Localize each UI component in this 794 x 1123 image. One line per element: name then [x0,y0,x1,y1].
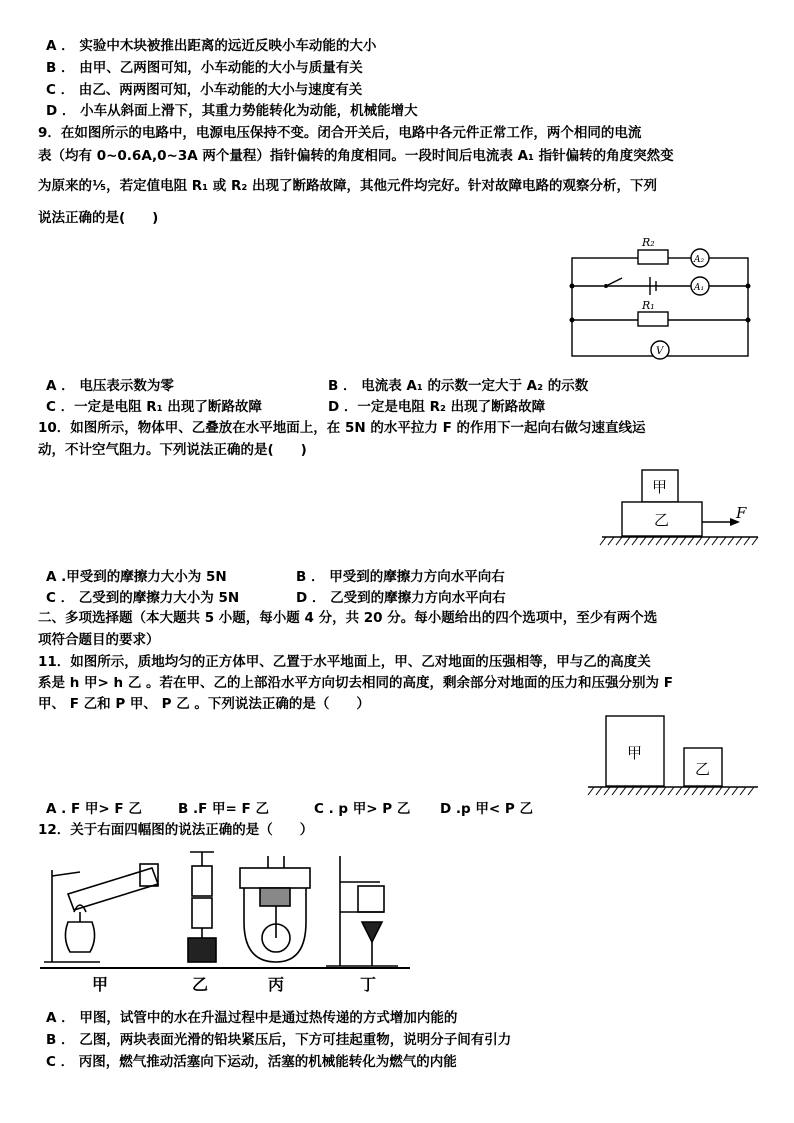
q9-stem-line4: 说法正确的是( ) [38,210,159,226]
q11-option-d: D .p 甲< P 乙 [440,801,534,817]
q9-option-a: A ． 电压表示数为零 [46,378,174,394]
q10-label-force: F [736,504,747,522]
q10-stem-line1: 10．如图所示，物体甲、乙叠放在水平地面上，在 5N 的水平拉力 F 的作用下一起向右做匀速直线运 [38,420,646,436]
q11-stem-line2: 系是 h 甲> h 乙 。若在甲、乙的上部沿水平方向切去相同的高度，剩余部分对地面的压力和压强分别为 F [38,675,673,691]
q9-label-a1: A₁ [694,283,705,293]
section2-header-line1: 二、多项选择题（本大题共 5 小题，每小题 4 分，共 20 分。每小题给出的四个选项中，至少有两个选 [38,610,658,626]
q9-option-b: B ． 电流表 A₁ 的示数一定大于 A₂ 的示数 [328,378,589,394]
q10-blocks-diagram [596,462,762,554]
q12-option-c: C ． 丙图，燃气推动活塞向下运动，活塞的机械能转化为燃气的内能 [46,1054,457,1070]
q10-option-a: A .甲受到的摩擦力大小为 5N [46,569,227,585]
q12-label-ding: 丁 [360,975,377,994]
q10-stem-line2: 动，不计空气阻力。下列说法正确的是( ) [38,442,307,458]
q10-option-b: B ． 甲受到的摩擦力方向水平向右 [296,569,505,585]
q12-fig-stand [326,856,398,966]
q8-option-a: A ． 实验中木块被推出距离的远近反映小车动能的大小 [46,38,377,54]
q10-option-d: D ． 乙受到的摩擦力方向水平向右 [296,590,506,606]
q12-fig-heating-tube [44,864,158,962]
q12-fig-lead-blocks [188,852,216,962]
q8-option-d: D ． 小车从斜面上滑下，其重力势能转化为动能，机械能增大 [46,103,418,119]
q12-label-jia: 甲 [92,975,109,994]
q10-label-bottom: 乙 [654,511,670,529]
q12-option-b: B ． 乙图，两块表面光滑的铅块紧压后，下方可挂起重物，说明分子间有引力 [46,1032,512,1048]
q9-option-d: D ．一定是电阻 R₂ 出现了断路故障 [328,399,546,415]
q11-cubes-diagram [584,708,762,802]
q9-label-a2: A₂ [694,255,705,265]
q10-option-c: C ． 乙受到的摩擦力大小为 5N [46,590,240,606]
q9-option-c: C ．一定是电阻 R₁ 出现了断路故障 [46,399,262,415]
q9-stem-line1: 9．在如图所示的电路中，电源电压保持不变。闭合开关后，电路中各元件正常工作，两个相同的电流 [38,125,642,141]
q11-stem-line3: 甲、 F 乙和 P 甲、 P 乙 。下列说法正确的是（ ） [38,696,370,712]
q11-option-b: B .F 甲= F 乙 [178,801,269,817]
q9-label-r2: R₂ [642,236,655,249]
q12-option-a: A ． 甲图，试管中的水在升温过程中是通过热传递的方式增加内能的 [46,1010,458,1026]
q12-stem: 12．关于右面四幅图的说法正确的是（ ） [38,822,314,838]
q9-stem-line2: 表（均有 0~0.6A,0~3A 两个量程）指针偏转的角度相同。一段时间后电流表 A₁ 指针偏转的角度突然变 [38,148,674,164]
q11-label-big: 甲 [627,744,643,762]
q12-label-bing: 丙 [268,975,285,994]
q8-option-b: B ． 由甲、乙两图可知，小车动能的大小与质量有关 [46,60,363,76]
q12-fig-engine [240,856,310,962]
q11-option-c: C . p 甲> P 乙 [314,801,411,817]
q9-stem-line3: 为原来的¹⁄₅，若定值电阻 R₁ 或 R₂ 出现了断路故障，其他元件均完好。针对故障电路的观察分析，下列 [38,178,657,194]
q9-label-v: V [656,346,664,357]
q12-four-figures [40,842,440,998]
q9-label-r1: R₁ [642,299,655,312]
q10-label-top: 甲 [652,478,668,496]
q12-label-yi: 乙 [192,975,209,994]
q9-circuit-diagram [560,230,760,360]
q11-stem-line1: 11．如图所示，质地均匀的正方体甲、乙置于水平地面上，甲、乙对地面的压强相等，甲与乙的高度关 [38,654,651,670]
q8-option-c: C ． 由乙、两两图可知，小车动能的大小与速度有关 [46,82,363,98]
q11-label-small: 乙 [695,760,711,778]
q11-option-a: A . F 甲> F 乙 [46,801,142,817]
section2-header-line2: 项符合题目的要求） [38,632,160,648]
